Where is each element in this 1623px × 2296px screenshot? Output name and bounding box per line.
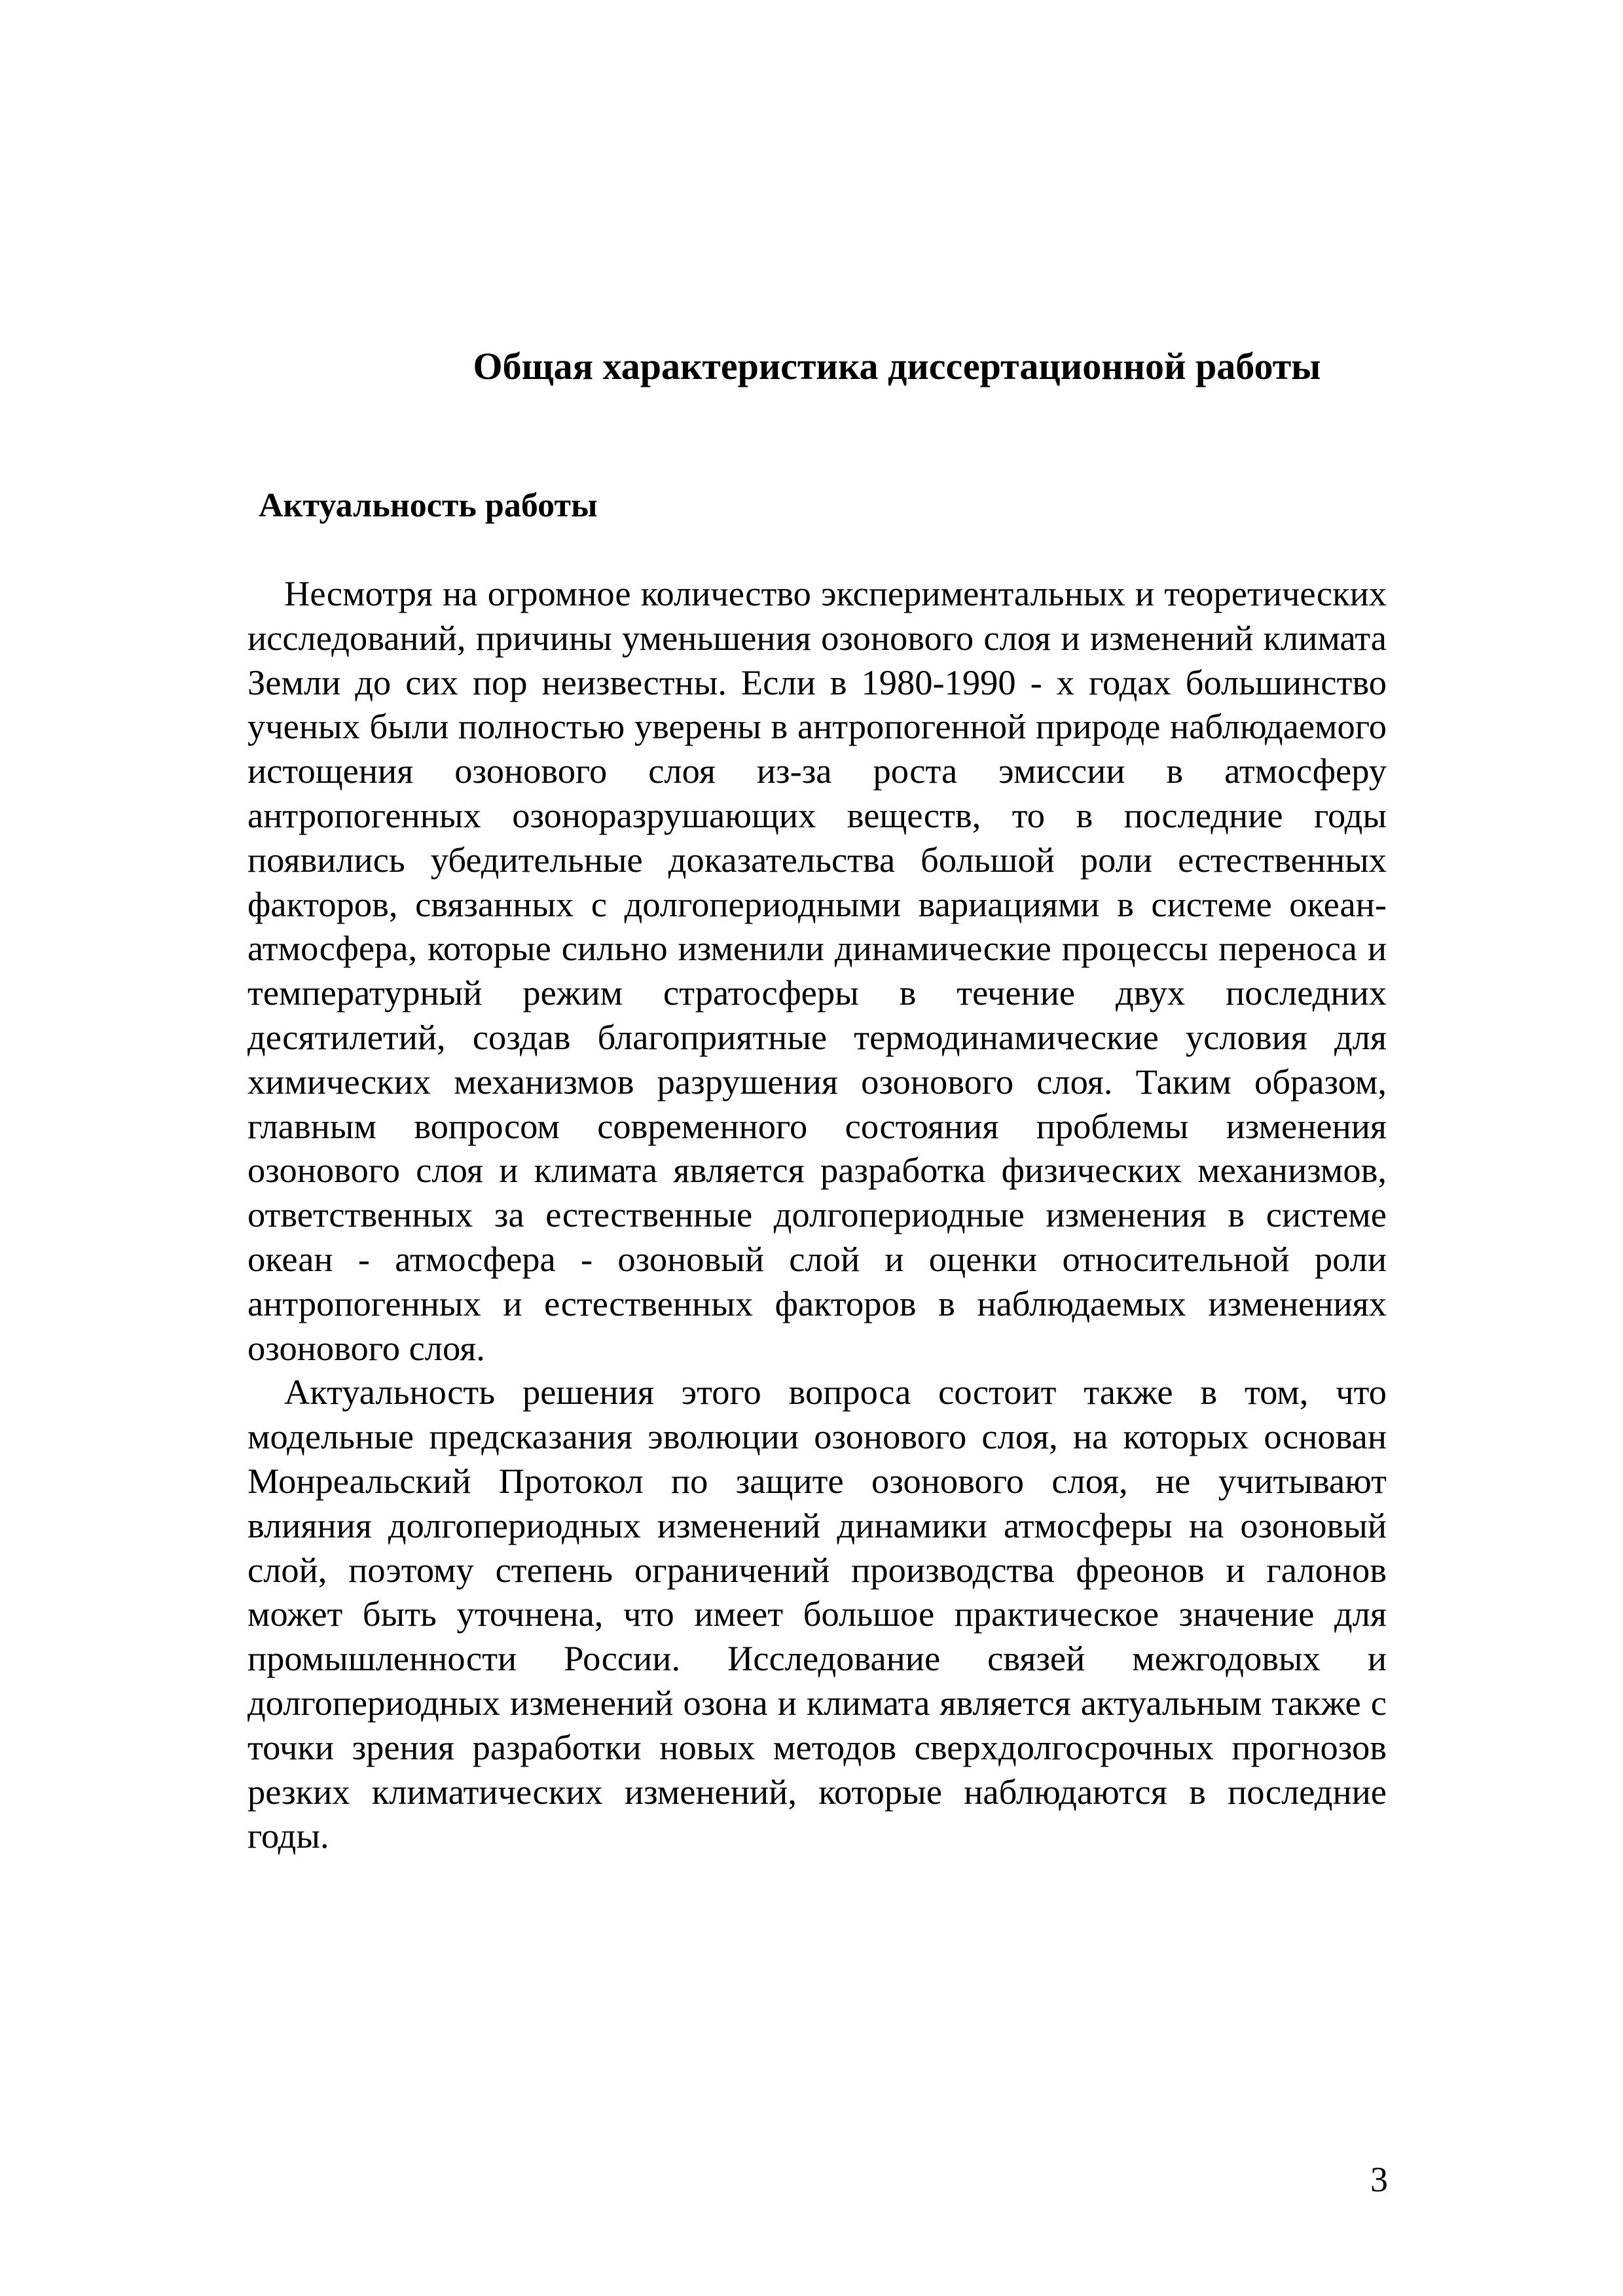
page-number: 3 bbox=[1370, 2160, 1388, 2199]
section-heading: Актуальность работы bbox=[259, 487, 598, 524]
document-title: Общая характеристика диссертационной работы bbox=[473, 345, 1321, 387]
paragraph-1: Несмотря на огромное количество экспериментальных и теоретических исследований, причины уменьшения озонового слоя и изменений климата Земли до сих пор неизвестны. Если в 1980-1990 - х годах большинство ученых были полностью уверены в антропогенной природе наблюдаемого истощения озонового слоя из-за роста эмиссии в атмосферу антропогенных озоноразрушающих веществ, то в последние годы появились убедительные доказательства большой роли естественных факторов, связанных с долгопериодными вариациями в системе океан-атмосфера, которые сильно изменили динамические процессы переноса и температурный режим стратосферы в течение двух последних десятилетий, создав благоприятные термодинамические условия для химических механизмов разрушения озонового слоя. Таким образом, главным вопросом современного состояния проблемы изменения озонового слоя и климата является разработка физических механизмов, ответственных за естественные долгопериодные изменения в системе океан - атмосфера - озоновый слой и оценки относительной роли антропогенных и естественных факторов в наблюдаемых изменениях озонового слоя. bbox=[247, 573, 1387, 1368]
paragraph-2: Актуальность решения этого вопроса состоит также в том, что модельные предсказания эволюции озонового слоя, на которых основан Монреальский Протокол по защите озонового слоя, не учитывают влияния долгопериодных изменений динамики атмосферы на озоновый слой, поэтому степень ограничений производства фреонов и галонов может быть уточнена, что имеет большое практическое значение для промышленности России. Исследование связей межгодовых и долгопериодных изменений озона и климата является актуальным также с точки зрения разработки новых методов сверхдолгосрочных прогнозов резких климатических изменений, которые наблюдаются в последние годы. bbox=[247, 1372, 1387, 1856]
body-text bbox=[247, 571, 1387, 1858]
